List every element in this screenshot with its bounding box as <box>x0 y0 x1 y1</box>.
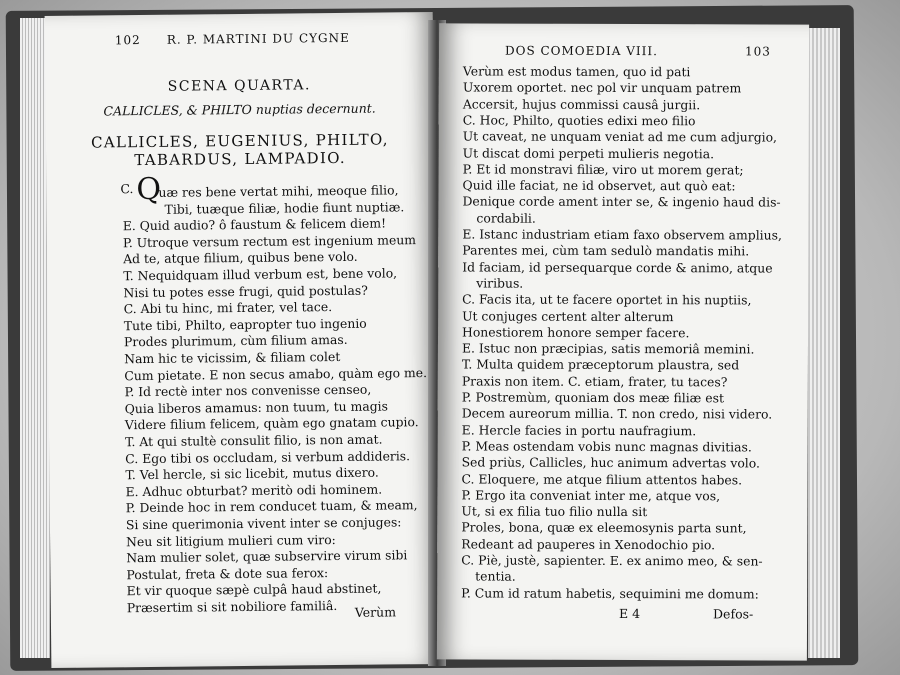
verse-line: C. Hoc, Philto, quoties edixi meo filio <box>462 112 696 129</box>
verse-line: C. Abi tu hinc, mi frater, vel tace. <box>123 299 333 317</box>
page-edges-right <box>808 28 840 658</box>
verse-line: P. Id rectè inter nos convenisse censeo, <box>124 381 372 400</box>
verse-line: P. Cum id ratum habetis, sequimini me domum: <box>461 585 759 602</box>
left-page <box>45 12 440 668</box>
verse-line: Nam hic te vicissim, & filiam colet <box>124 348 341 367</box>
verse-line: P. Ergo ita conveniat inter me, atque vos, <box>461 487 721 504</box>
verse-line: Nisi tu potes esse frugi, quid postulas? <box>123 282 368 300</box>
drop-cap: Q <box>136 171 162 208</box>
verse-line: Honestiorem honore semper facere. <box>462 324 690 341</box>
verse-line: Nam mulier solet, quæ subservire virum sibi <box>126 547 408 566</box>
verse-line: T. At qui stultè consulit filio, is non amat. <box>124 431 383 450</box>
verse-line: P. Meas ostendam vobis nunc magnas divitias. <box>461 438 752 455</box>
first-speaker: C. <box>120 181 134 197</box>
verse-line: Accersit, hujus commissi causâ jurgii. <box>462 96 701 112</box>
verse-line: Quid ille faciat, ne id observet, aut quò eat: <box>462 177 736 194</box>
verse-line: E. Istanc industriam etiam faxo observem amplius, <box>462 226 782 243</box>
verse-line: cordabili. <box>476 210 536 226</box>
verse-line: Ut discat domi perpeti mulieris negotia. <box>462 144 715 161</box>
verse-line: Redeant ad pauperes in Xenodochio pio. <box>461 536 716 553</box>
verse-line: Proles, bona, quæ ex eleemosynis parta sunt, <box>461 519 747 536</box>
verse-line: Ut caveat, ne unquam veniat ad me cum adjurgio, <box>462 128 778 145</box>
verse-line: Prodes plurimum, cùm filium amas. <box>123 332 348 350</box>
verse-line: tentia. <box>475 568 516 584</box>
verse-line: Tute tibi, Philto, eapropter tuo ingenio <box>123 315 367 334</box>
verse-line: Quia liberos amamus: non tuum, tu magis <box>124 398 389 417</box>
scene-title: SCENA QUARTA. <box>167 77 312 95</box>
page-number-left: 102 <box>114 33 141 48</box>
right-page <box>437 23 809 660</box>
verse-line: Parentes mei, cùm tam sedulò mandatis mihi. <box>462 242 750 259</box>
cast-line-2: TABARDUS, LAMPADIO. <box>134 148 347 170</box>
verse-line: Verùm est modus tamen, quo id pati <box>462 63 691 80</box>
verse-line: Videre filium felicem, quàm ego gnatam cupio. <box>124 414 419 433</box>
verse-line: Uxorem oportet. nec pol vir unquam patrem <box>462 79 742 96</box>
verse-line: Neu sit litigium mulieri cum viro: <box>126 531 336 549</box>
verse-line: T. Vel hercle, si sic licebit, mutus dixero. <box>125 464 379 483</box>
verse-line: P. Et id monstravi filiæ, viro ut morem gerat; <box>462 161 744 178</box>
verse-line: T. Nequidquam illud verbum est, bene volo, <box>123 265 398 284</box>
scene-subtitle: CALLICLES, & PHILTO nuptias decernunt. <box>103 100 376 119</box>
page-number-right: 103 <box>744 44 771 59</box>
verse-line: Sed priùs, Callicles, huc animum advertas volo. <box>461 454 760 471</box>
verse-line: C. Eloquere, me atque filium attentos habes. <box>461 470 743 487</box>
signature-mark: E 4 <box>619 605 641 622</box>
verse-line: C. Ego tibi os occludam, si verbum addideris. <box>125 447 411 466</box>
verse-line: Et vir quoque sæpè culpâ haud abstinet, <box>126 580 382 599</box>
catchword-left: Verùm <box>354 604 397 620</box>
verse-line: P. Deinde hoc in rem conducet tuam, & meam, <box>125 497 418 516</box>
catchword-right: Defos- <box>713 606 754 622</box>
verse-line: Tibi, tuæque filiæ, hodie fiunt nuptiæ. <box>164 198 405 217</box>
verse-line: C. Piè, justè, sapienter. E. ex animo meo, & sen- <box>461 552 763 569</box>
verse-line: Ut conjuges certent alter alterum <box>462 307 674 324</box>
verse-line: viribus. <box>476 275 524 291</box>
verse-line: Ad te, atque filium, quibus bene volo. <box>123 249 358 267</box>
verse-line: Postulat, freta & dote sua ferox: <box>126 564 329 583</box>
verse-line: Denique corde ament inter se, & ingenio haud dis- <box>462 193 781 210</box>
verse-line: Decem aureorum millia. T. non credo, nisi videro. <box>461 405 773 422</box>
verse-line: T. Multa quidem præceptorum plaustra, sed <box>461 356 740 373</box>
verse-line: E. Istuc non præcipias, satis memoriâ memini. <box>461 340 755 357</box>
verse-line: Si sine querimonia vivent inter se conjuges: <box>125 514 402 533</box>
verse-line: uæ res bene vertat mihi, meoque filio, <box>158 182 399 200</box>
verse-line: C. Facis ita, ut te facere oportet in his nuptiis, <box>462 291 752 308</box>
verse-line: P. Postremùm, quoniam dos meæ filiæ est <box>461 389 724 406</box>
verse-line: E. Hercle facies in portu naufragium. <box>461 422 697 438</box>
verse-line: Id faciam, id persequarque corde & animo, atque <box>462 259 773 276</box>
cast-line-1: CALLICLES, EUGENIUS, PHILTO, <box>90 130 389 152</box>
verse-line: Ut, si ex filia tuo filio nulla sit <box>461 503 648 520</box>
verse-line: Præsertim si sit nobiliore familiâ. <box>126 598 338 616</box>
verse-line: E. Adhuc obturbat? meritò odi hominem. <box>125 481 383 500</box>
verse-line: E. Quid audio? ô faustum & felicem diem! <box>122 215 387 234</box>
verse-line: Praxis non item. C. etiam, frater, tu taces? <box>461 373 728 390</box>
running-head-right: DOS COMOEDIA VIII. <box>504 43 658 59</box>
running-head-left: R. P. MARTINI DU CYGNE <box>166 30 350 47</box>
verse-line: P. Utroque versum rectum est ingenium meum <box>122 231 417 251</box>
verse-line: Cum pietate. E non secus amabo, quàm ego me. <box>124 364 428 383</box>
